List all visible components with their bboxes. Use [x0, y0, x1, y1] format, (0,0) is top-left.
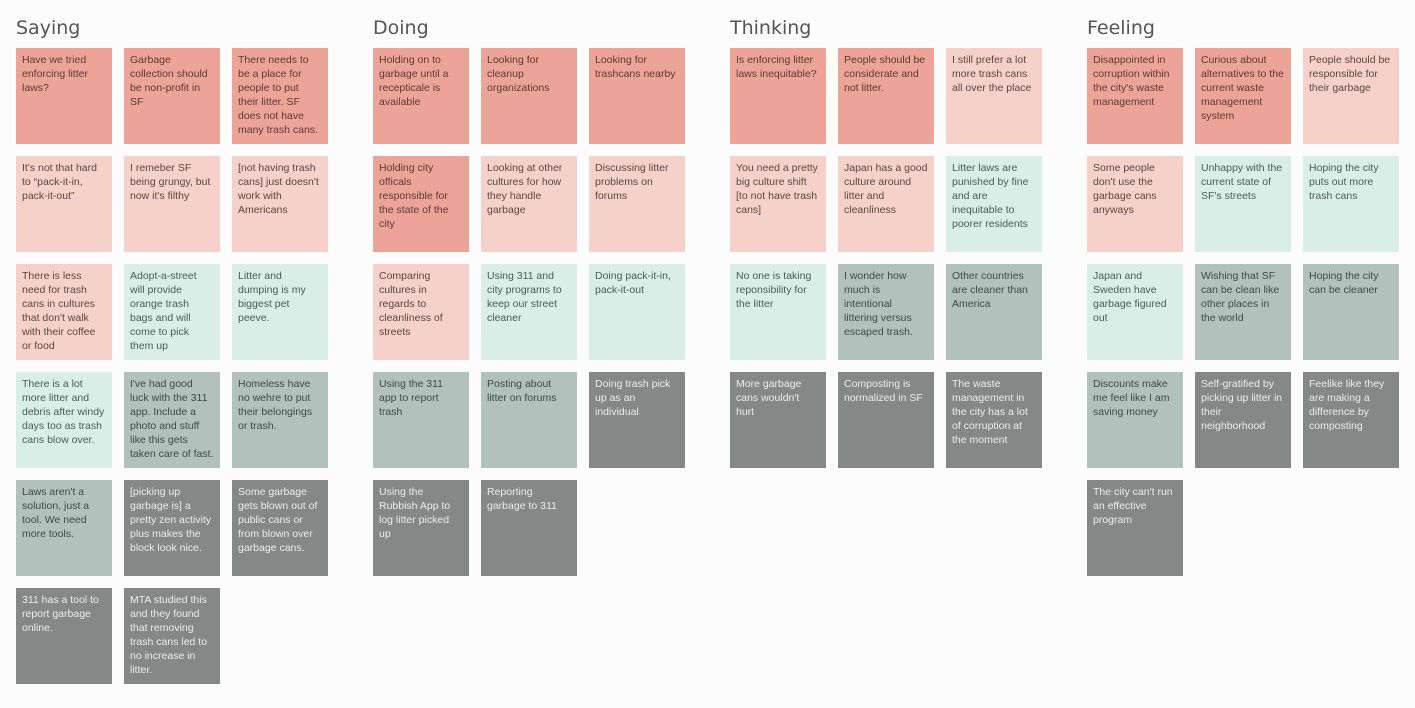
sticky-note-text: I wonder how much is intentional littering versus escaped trash.: [844, 270, 913, 338]
column-title: Thinking: [730, 17, 812, 39]
sticky-note[interactable]: [16, 48, 112, 144]
notes-grid: [1087, 48, 1399, 576]
sticky-note[interactable]: [946, 48, 1042, 144]
sticky-note-text: Composting is normalized in SF: [844, 378, 923, 404]
sticky-note-text: More garbage cans wouldn't hurt: [736, 378, 802, 418]
sticky-note-text: Homeless have no wehre to put their belongings or trash.: [238, 378, 313, 432]
column-title: Saying: [16, 17, 81, 39]
sticky-note-text: Doing pack-it-in, pack-it-out: [595, 270, 671, 296]
sticky-note-text: Using the Rubbish App to log litter picked up: [379, 486, 451, 540]
sticky-note[interactable]: [124, 156, 220, 252]
sticky-note[interactable]: [1303, 372, 1399, 468]
sticky-note-text: Hoping the city puts out more trash cans: [1309, 162, 1379, 202]
sticky-note[interactable]: [730, 372, 826, 468]
sticky-note[interactable]: [1087, 372, 1183, 468]
sticky-note[interactable]: [589, 264, 685, 360]
sticky-note-text: Is enforcing litter laws inequitable?: [736, 54, 817, 80]
sticky-note-text: MTA studied this and they found that removing trash cans led to no increase in litter.: [130, 594, 208, 676]
sticky-note-text: Litter laws are punished by fine and are inequitable to poorer residents: [952, 162, 1029, 230]
sticky-note-text: Comparing cultures in regards to cleanliness of streets: [379, 270, 443, 338]
sticky-note[interactable]: [373, 264, 469, 360]
sticky-note[interactable]: [1303, 156, 1399, 252]
sticky-note-text: Curious about alternatives to the current waste management system: [1201, 54, 1284, 122]
sticky-note-text: Garbage collection should be non-profit in SF: [130, 54, 208, 108]
sticky-note-text: There is a lot more litter and debris after windy days too as trash cans blow over.: [22, 378, 105, 446]
sticky-note[interactable]: [946, 264, 1042, 360]
sticky-note[interactable]: [730, 156, 826, 252]
sticky-note-text: Discussing litter problems on forums: [595, 162, 669, 202]
sticky-note[interactable]: [232, 480, 328, 576]
sticky-note[interactable]: [730, 48, 826, 144]
sticky-note[interactable]: [481, 156, 577, 252]
sticky-note[interactable]: [1087, 48, 1183, 144]
sticky-note[interactable]: [232, 264, 328, 360]
sticky-note-text: [not having trash cans] just doesn't work with Americans: [238, 162, 319, 216]
sticky-note[interactable]: [838, 372, 934, 468]
sticky-note-text: Doing trash pick up as an individual: [595, 378, 671, 418]
sticky-note-text: Posting about litter on forums: [487, 378, 557, 404]
sticky-note-text: I still prefer a lot more trash cans all over the place: [952, 54, 1032, 94]
sticky-note[interactable]: [1087, 480, 1183, 576]
sticky-note[interactable]: [232, 156, 328, 252]
sticky-note-text: The waste management in the city has a lot of corruption at the moment: [952, 378, 1028, 446]
sticky-note[interactable]: [1087, 264, 1183, 360]
sticky-note-text: Laws aren't a solution, just a tool. We need more tools.: [22, 486, 90, 540]
sticky-note-text: Feelike like they are making a difference by composting: [1309, 378, 1385, 432]
sticky-note-text: Using 311 and city programs to keep our street cleaner: [487, 270, 562, 324]
sticky-note[interactable]: [232, 48, 328, 144]
sticky-note[interactable]: [1195, 48, 1291, 144]
sticky-note-text: Hoping the city can be cleaner: [1309, 270, 1379, 296]
sticky-note-text: 311 has a tool to report garbage online.: [22, 594, 99, 634]
column-title: Doing: [373, 17, 429, 39]
sticky-note[interactable]: [730, 264, 826, 360]
sticky-note-text: There is less need for trash cans in cultures that don't walk with their coffee or food: [22, 270, 96, 352]
notes-grid: [373, 48, 685, 576]
sticky-note[interactable]: [16, 156, 112, 252]
sticky-note-text: Japan and Sweden have garbage figured out: [1093, 270, 1167, 324]
sticky-note[interactable]: [16, 588, 112, 684]
sticky-note[interactable]: [124, 48, 220, 144]
sticky-note[interactable]: [1195, 264, 1291, 360]
sticky-note[interactable]: [1195, 372, 1291, 468]
sticky-note[interactable]: [481, 264, 577, 360]
sticky-note[interactable]: [1303, 48, 1399, 144]
sticky-note[interactable]: [589, 156, 685, 252]
sticky-note-text: People should be considerate and not litter.: [844, 54, 926, 94]
notes-grid: [16, 48, 328, 684]
notes-grid: [730, 48, 1042, 468]
sticky-note-text: Disappointed in corruption within the city's waste management: [1093, 54, 1170, 108]
sticky-note-text: There needs to be a place for people to put their litter. SF does not have many trash cans.: [238, 54, 318, 136]
sticky-note[interactable]: [589, 372, 685, 468]
sticky-note[interactable]: [481, 480, 577, 576]
sticky-note[interactable]: [946, 156, 1042, 252]
sticky-note-text: Other countries are cleaner than America: [952, 270, 1028, 310]
sticky-note[interactable]: [124, 264, 220, 360]
sticky-note[interactable]: [16, 372, 112, 468]
sticky-note[interactable]: [16, 480, 112, 576]
sticky-note[interactable]: [232, 372, 328, 468]
sticky-note[interactable]: [373, 156, 469, 252]
sticky-note-text: Wishing that SF can be clean like other places in the world: [1201, 270, 1280, 324]
column-title: Feeling: [1087, 17, 1155, 39]
sticky-note-text: Some garbage gets blown out of public cans or from blown over garbage cans.: [238, 486, 318, 554]
sticky-note-text: Looking at other cultures for how they handle garbage: [487, 162, 563, 216]
sticky-note[interactable]: [838, 156, 934, 252]
sticky-note-text: Unhappy with the current state of SF's streets: [1201, 162, 1283, 202]
sticky-note[interactable]: [1195, 156, 1291, 252]
sticky-note[interactable]: [373, 480, 469, 576]
sticky-note[interactable]: [838, 48, 934, 144]
sticky-note[interactable]: [1303, 264, 1399, 360]
sticky-note-text: Using the 311 app to report trash: [379, 378, 444, 418]
sticky-note-text: Litter and dumping is my biggest pet peeve.: [238, 270, 306, 324]
sticky-note-text: No one is taking reponsibility for the litter: [736, 270, 812, 310]
sticky-note-text: Have we tried enforcing litter laws?: [22, 54, 88, 94]
sticky-note[interactable]: [373, 372, 469, 468]
sticky-note[interactable]: [16, 264, 112, 360]
sticky-note[interactable]: [124, 480, 220, 576]
sticky-note[interactable]: [946, 372, 1042, 468]
sticky-note-text: Some people don't use the garbage cans anyways: [1093, 162, 1157, 216]
sticky-note-text: Holding city officals responsible for the state of the city: [379, 162, 449, 230]
sticky-note-text: Adopt-a-street will provide orange trash bags and will come to pick them up: [130, 270, 197, 352]
sticky-note-text: Looking for cleanup organizations: [487, 54, 550, 94]
sticky-note-text: You need a pretty big culture shift [to not have trash cans]: [736, 162, 818, 216]
sticky-note-text: Japan has a good culture around litter and cleanliness: [844, 162, 928, 216]
sticky-note[interactable]: [589, 48, 685, 144]
sticky-note-text: It's not that hard to “pack-it-in, pack-it-out”: [22, 162, 97, 202]
sticky-note[interactable]: [124, 372, 220, 468]
sticky-note[interactable]: [481, 372, 577, 468]
sticky-note-text: I remeber SF being grungy, but now it's filthy: [130, 162, 211, 202]
sticky-note[interactable]: [373, 48, 469, 144]
sticky-note-text: People should be responsible for their garbage: [1309, 54, 1391, 94]
sticky-note-text: I've had good luck with the 311 app. Include a photo and stuff like this gets taken care of fast.: [130, 378, 214, 460]
sticky-note-text: Looking for trashcans nearby: [595, 54, 676, 80]
sticky-note-text: Self-gratified by picking up litter in their neighborhood: [1201, 378, 1283, 432]
sticky-note[interactable]: [481, 48, 577, 144]
sticky-note-text: Holding on to garbage until a recepticale is available: [379, 54, 449, 108]
sticky-note[interactable]: [1087, 156, 1183, 252]
sticky-note[interactable]: [124, 588, 220, 684]
sticky-note-text: Discounts make me feel like I am saving money: [1093, 378, 1170, 418]
sticky-note[interactable]: [838, 264, 934, 360]
sticky-note-text: Reporting garbage to 311: [487, 486, 557, 512]
sticky-note-text: The city can't run an effective program: [1093, 486, 1173, 526]
sticky-note-text: [picking up garbage is] a pretty zen activity plus makes the block look nice.: [130, 486, 212, 554]
